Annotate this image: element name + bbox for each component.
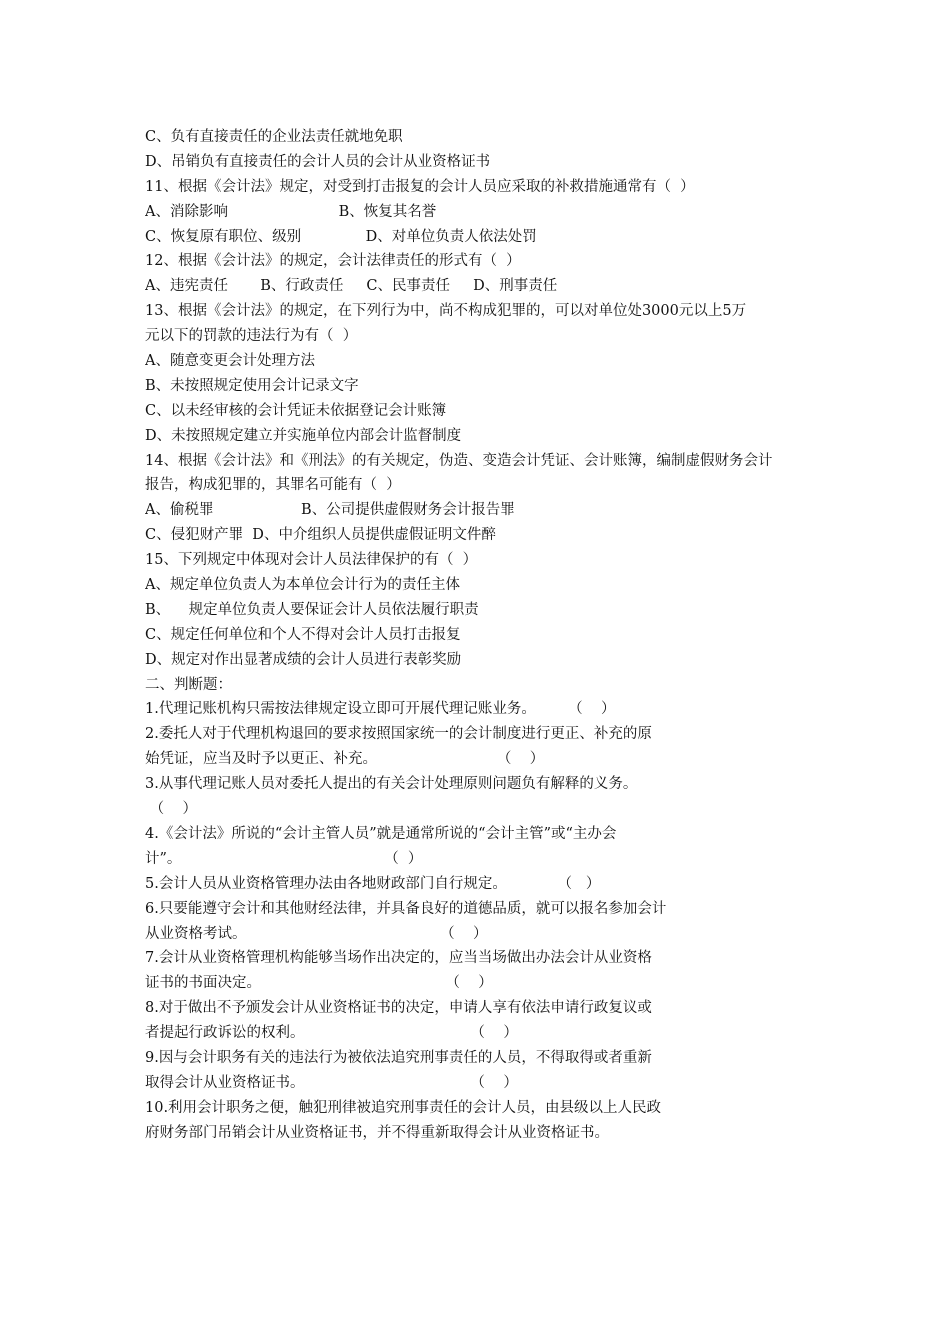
option-c-q13: C、以未经审核的会计凭证未依据登记会计账簿 [145, 402, 447, 419]
tf-item-6-line-2: 从业资格考试。 （ ） [145, 925, 488, 942]
tf-item-8-line-2: 者提起行政诉讼的权利。 （ ） [145, 1025, 518, 1042]
question-15: 15、下列规定中体现对会计人员法律保护的有（ ） [145, 552, 478, 569]
tf-item-3-line-2: （ ） [145, 801, 198, 818]
document-body [145, 125, 815, 1146]
question-12: 12、根据《会计法》的规定，会计法律责任的形式有（ ） [145, 253, 521, 270]
option-d-q13: D、未按照规定建立并实施单位内部会计监督制度 [145, 427, 462, 444]
tf-item-7-line-2: 证书的书面决定。 （ ） [145, 975, 493, 992]
tf-item-1: 1.代理记账机构只需按法律规定设立即可开展代理记账业务。 （ ） [145, 701, 616, 718]
option-d-q10: D、吊销负有直接责任的会计人员的会计从业资格证书 [145, 153, 491, 170]
option-c-q10: C、负有直接责任的企业法责任就地免职 [145, 129, 403, 145]
question-11: 11、根据《会计法》规定，对受到打击报复的会计人员应采取的补救措施通常有（ ） [145, 178, 695, 195]
options-ab-q14: A、偷税罪 B、公司提供虚假财务会计报告罪 [145, 502, 515, 519]
option-a-q13: A、随意变更会计处理方法 [145, 353, 315, 370]
question-13-line-1: 13、根据《会计法》的规定，在下列行为中，尚不构成犯罪的，可以对单位处3000元以上5万 [145, 303, 747, 320]
option-b-q13: B、未按照规定使用会计记录文字 [145, 377, 359, 394]
tf-item-9-line-1: 9.因与会计职务有关的违法行为被依法追究刑事责任的人员，不得取得或者重新 [145, 1049, 652, 1066]
tf-item-7-line-1: 7.会计从业资格管理机构能够当场作出决定的，应当当场做出办法会计从业资格 [145, 950, 652, 967]
tf-item-10-line-2: 府财务部门吊销会计从业资格证书，并不得重新取得会计从业资格证书。 [145, 1124, 609, 1141]
option-a-q15: A、规定单位负责人为本单位会计行为的责任主体 [145, 577, 460, 594]
option-d-q15: D、规定对作出显著成绩的会计人员进行表彰奖励 [145, 651, 462, 668]
tf-item-9-line-2: 取得会计从业资格证书。 （ ） [145, 1074, 518, 1091]
tf-item-2-line-2: 始凭证，应当及时予以更正、补充。 （ ） [145, 751, 545, 768]
options-cd-q14: C、侵犯财产罪 D、中介组织人员提供虚假证明文件醉 [145, 527, 496, 544]
tf-item-3-line-1: 3.从事代理记账人员对委托人提出的有关会计处理原则问题负有解释的义务。 [145, 776, 638, 793]
options-q12: A、违宪责任 B、行政责任 C、民事责任 D、刑事责任 [145, 278, 558, 295]
tf-item-2-line-1: 2.委托人对于代理机构退回的要求按照国家统一的会计制度进行更正、补充的原 [145, 726, 652, 743]
options-cd-q11: C、恢复原有职位、级别 D、对单位负责人依法处罚 [145, 228, 537, 245]
option-c-q15: C、规定任何单位和个人不得对会计人员打击报复 [145, 626, 461, 643]
section-heading-true-false: 二、判断题： [145, 676, 232, 693]
question-14-line-1: 14、根据《会计法》和《刑法》的有关规定，伪造、变造会计凭证、会计账簿，编制虚假财务会计 [145, 452, 773, 469]
tf-item-8-line-1: 8.对于做出不予颁发会计从业资格证书的决定，申请人享有依法申请行政复议或 [145, 1000, 652, 1017]
question-13-line-2: 元以下的罚款的违法行为有（ ） [145, 328, 358, 345]
tf-item-6-line-1: 6.只要能遵守会计和其他财经法律，并具备良好的道德品质，就可以报名参加会计 [145, 900, 667, 917]
tf-item-5: 5.会计人员从业资格管理办法由各地财政部门自行规定。 （ ） [145, 875, 601, 892]
option-b-q15: B、 规定单位负责人要保证会计人员依法履行职责 [145, 601, 479, 618]
options-ab-q11: A、消除影响 B、恢复其名誉 [145, 203, 437, 220]
question-14-line-2: 报告，构成犯罪的，其罪名可能有（ ） [145, 477, 401, 494]
tf-item-10-line-1: 10.利用会计职务之便，触犯刑律被追究刑事责任的会计人员，由县级以上人民政 [145, 1099, 662, 1116]
tf-item-4-line-1: 4.《会计法》所说的“会计主管人员”就是通常所说的“会计主管”或“主办会 [145, 825, 617, 842]
tf-item-4-line-2: 计”。 （ ） [145, 850, 423, 867]
